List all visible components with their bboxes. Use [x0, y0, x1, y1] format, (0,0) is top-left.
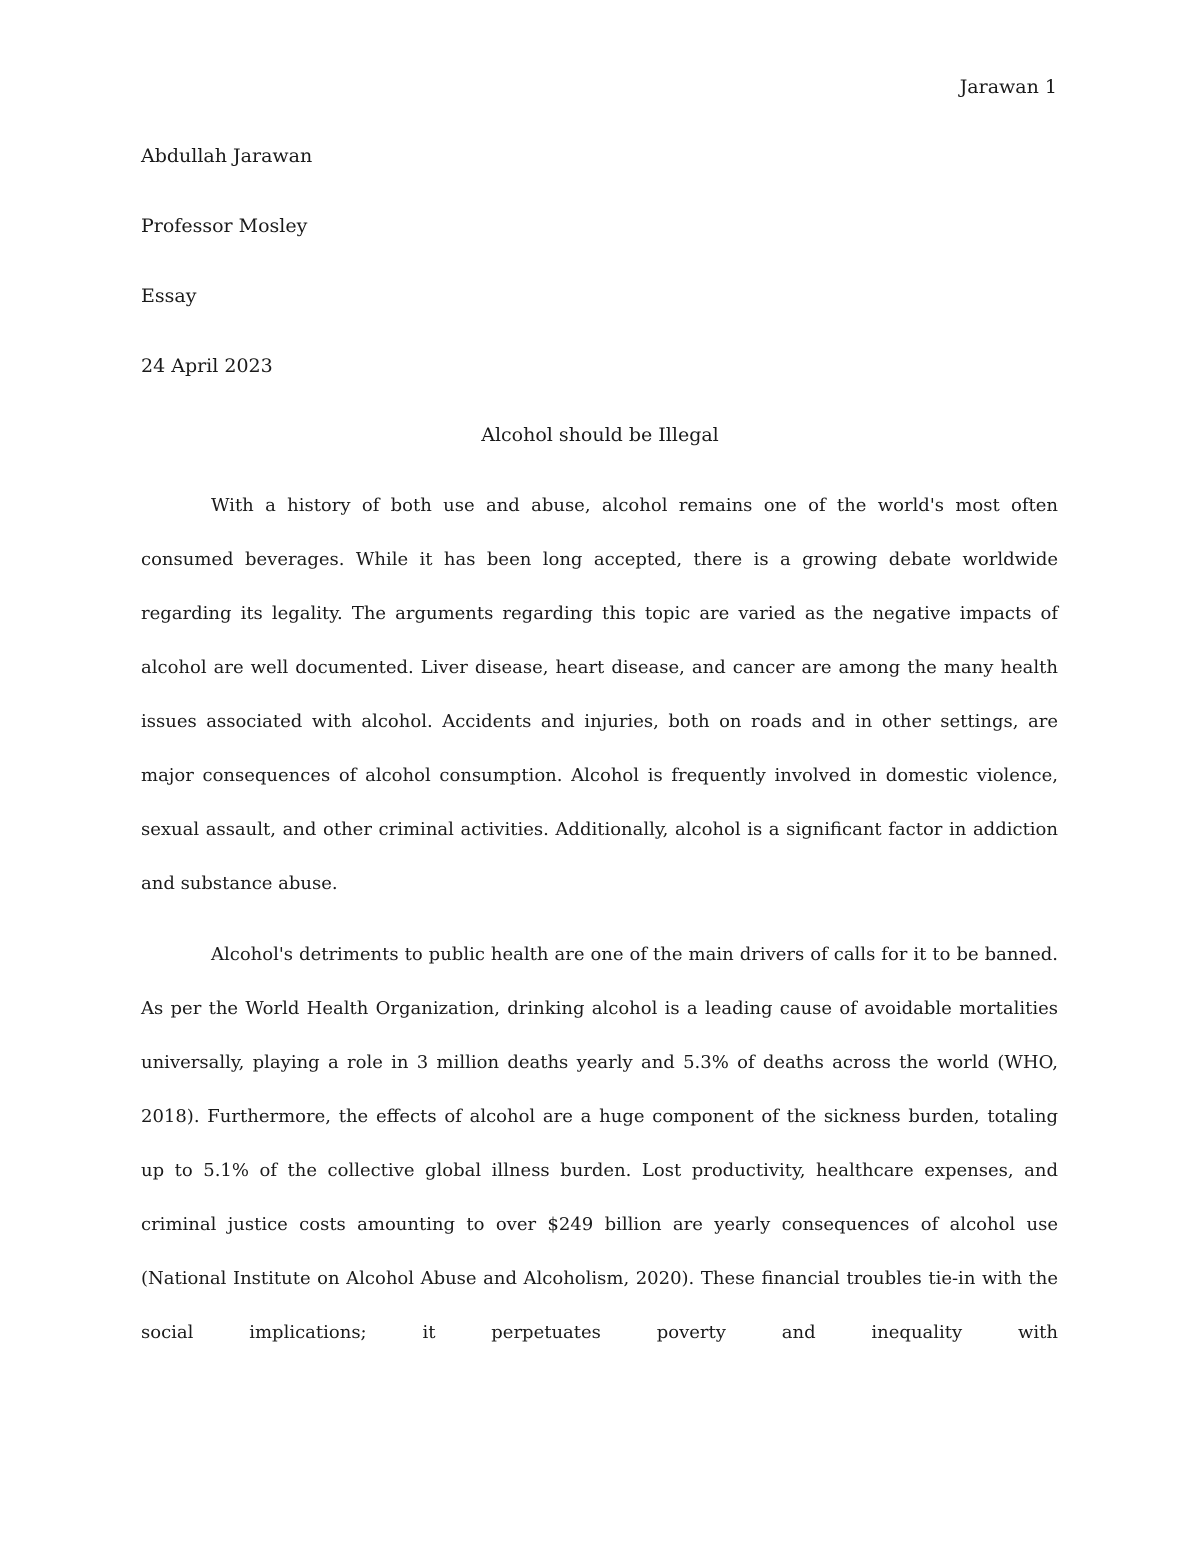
- author-name: Abdullah Jarawan: [141, 145, 313, 167]
- paragraph-1: With a history of both use and abuse, alcohol remains one of the world's most often consumed beverages. While it has been long accepted, there is a growing debate worldwide regarding its legality. The arguments regarding this topic are varied as the negative impacts of alcohol are well documented. Liver disease, heart disease, and cancer are among the many health issues associated with alcohol. Accidents and injuries, both on roads and in other settings, are major consequences of alcohol consumption. Alcohol is frequently involved in domestic violence, sexual assault, and other criminal activities. Additionally, alcohol is a significant factor in addiction and substance abuse.: [141, 495, 1058, 894]
- running-head: Jarawan 1: [959, 76, 1057, 98]
- paragraph-2: Alcohol's detriments to public health are one of the main drivers of calls for it to be banned. As per the World Health Organization, drinking alcohol is a leading cause of avoidable mortalities universally, playing a role in 3 million deaths yearly and 5.3% of deaths across the world (WHO, 2018). Furthermore, the effects of alcohol are a huge component of the sickness burden, totaling up to 5.1% of the collective global illness burden. Lost productivity, healthcare expenses, and criminal justice costs amounting to over $249 billion are yearly consequences of alcohol use (National Institute on Alcohol Abuse and Alcoholism, 2020). These financial troubles tie-in with the social implications; it perpetuates poverty and inequality with: [141, 944, 1058, 1343]
- date: 24 April 2023: [141, 355, 273, 377]
- body-text-2: [141, 928, 1058, 1360]
- essay-title: Alcohol should be Illegal: [481, 424, 719, 446]
- course-name: Essay: [141, 285, 197, 307]
- body-text: [141, 479, 1058, 911]
- instructor-name: Professor Mosley: [141, 215, 308, 237]
